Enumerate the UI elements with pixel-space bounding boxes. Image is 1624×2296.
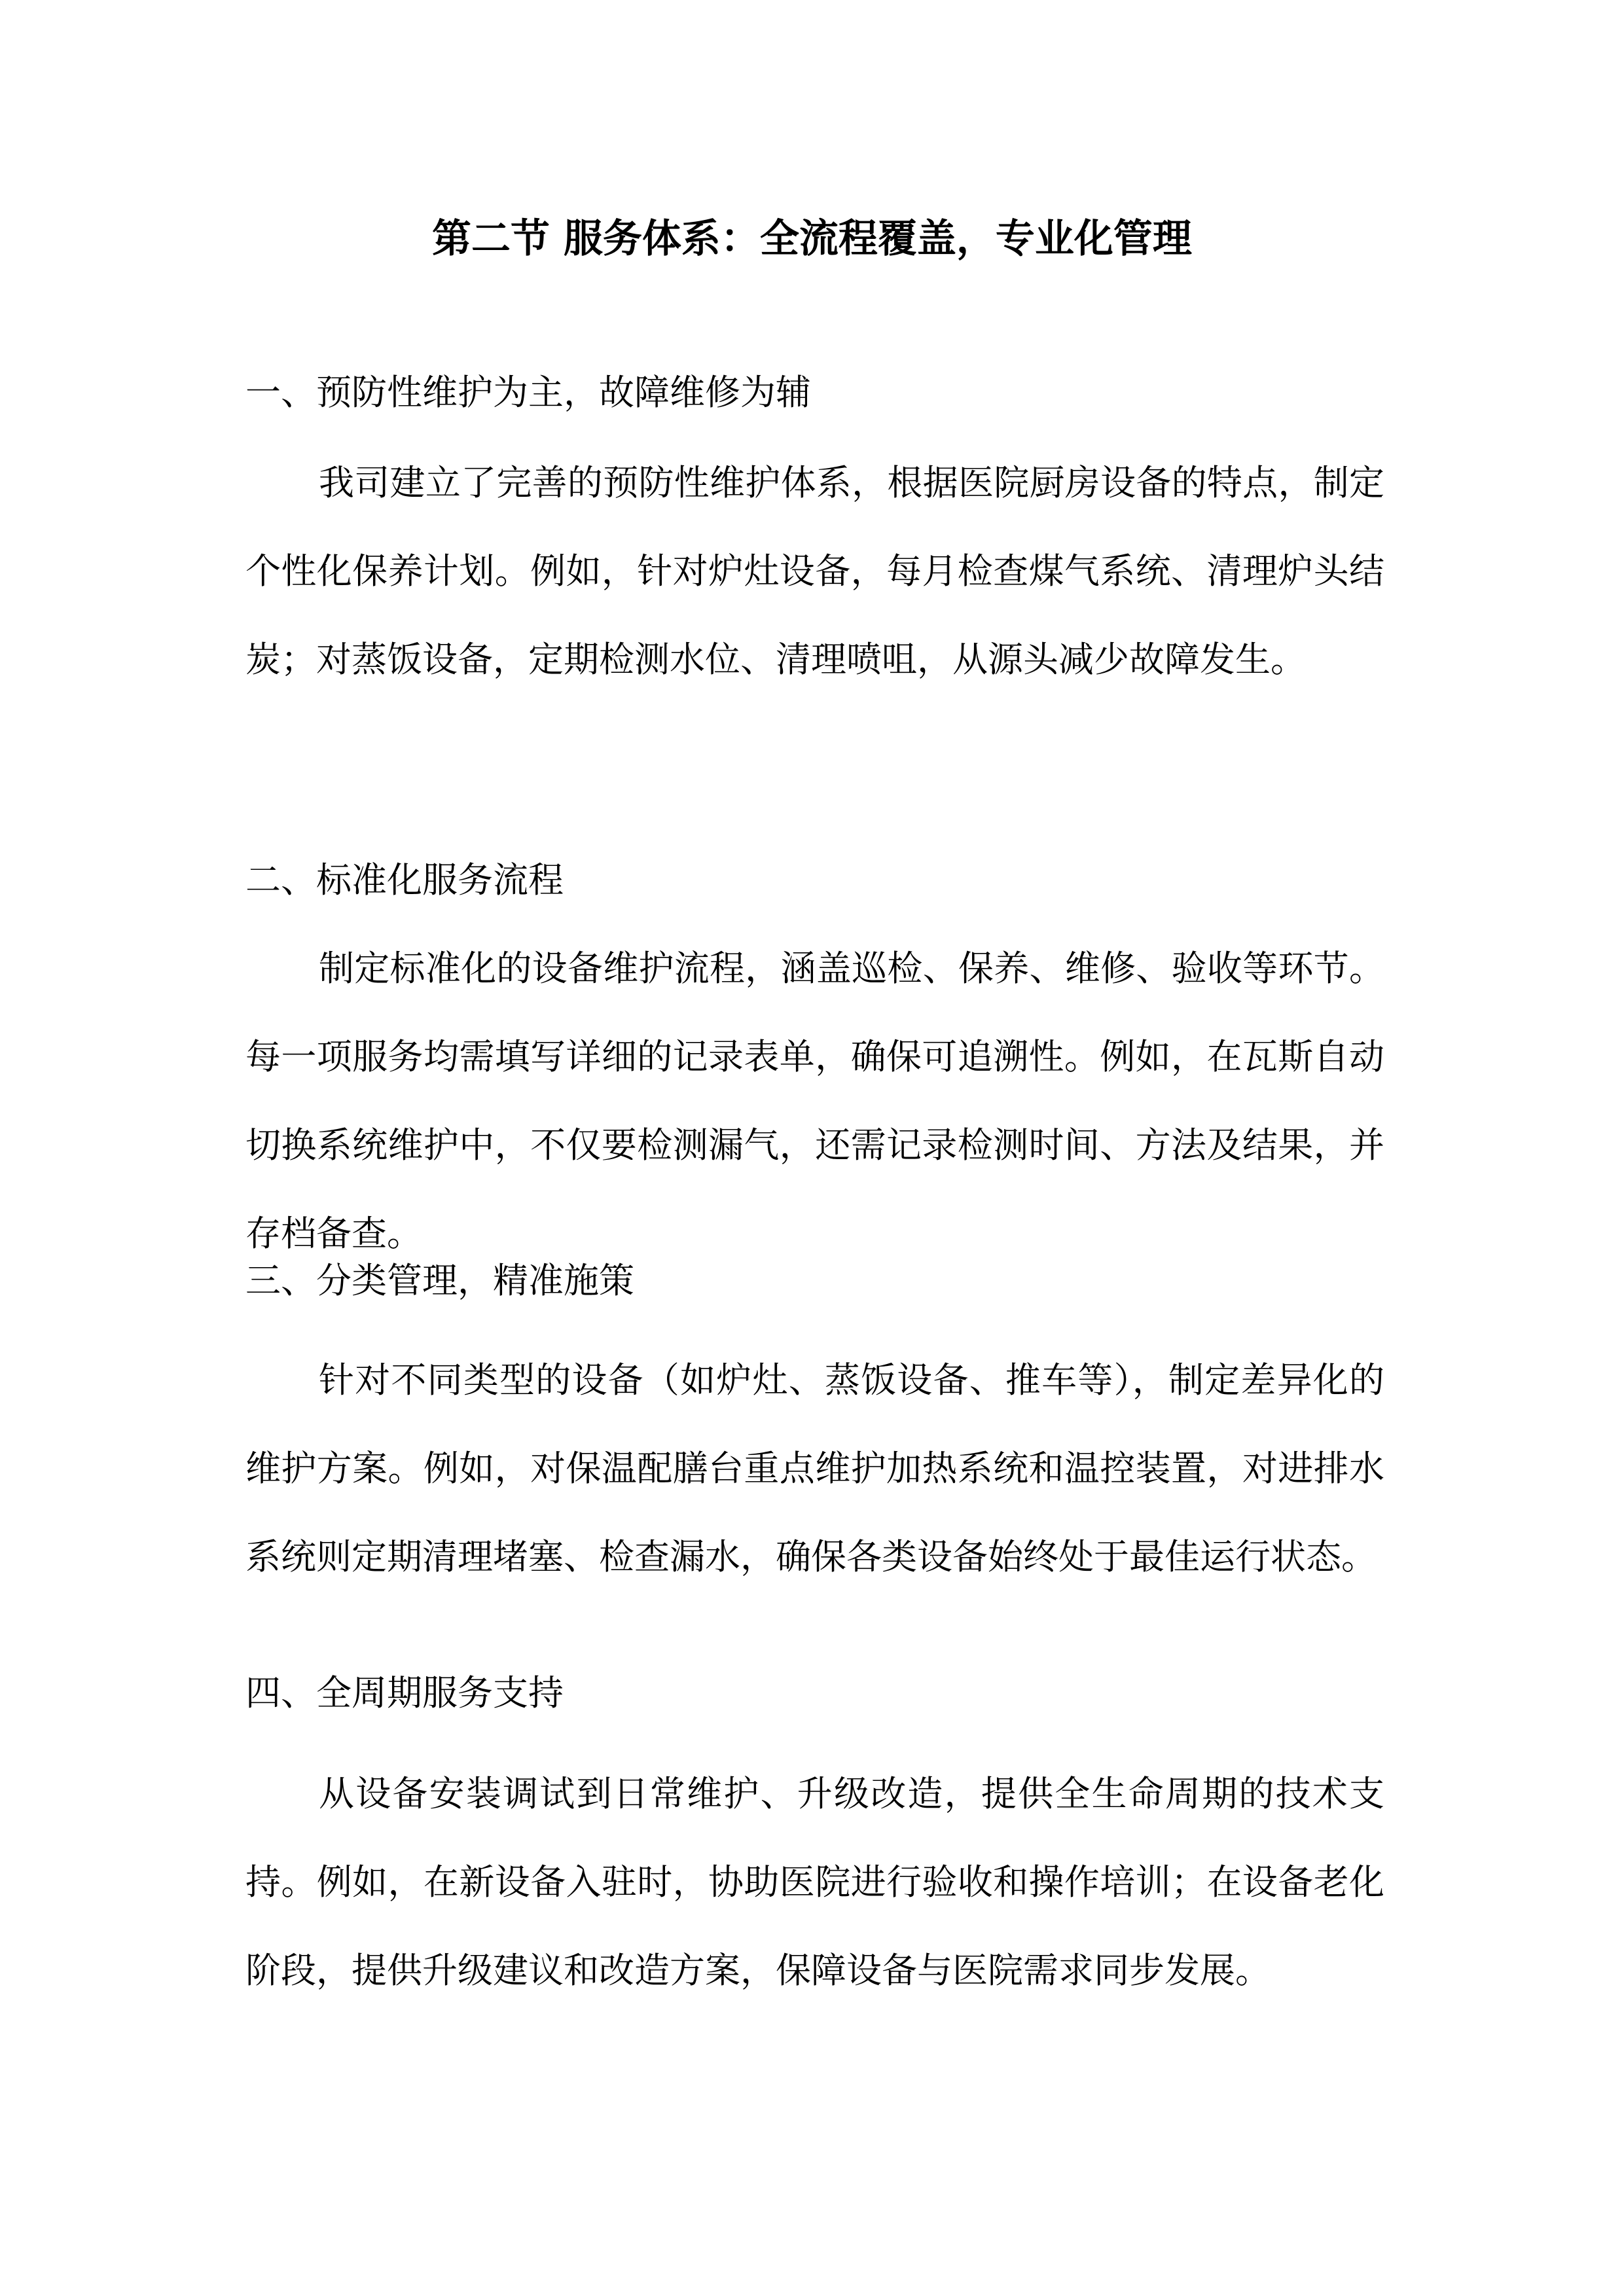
page-title: 第二节 服务体系：全流程覆盖，专业化管理 bbox=[432, 216, 1192, 262]
section-heading-4: 四、全周期服务支持 bbox=[245, 1672, 564, 1713]
section-heading-3: 三、分类管理，精准施策 bbox=[245, 1260, 634, 1301]
section-paragraph-1: 我司建立了完善的预防性维护体系，根据医院厨房设备的特点，制定个性化保养计划。例如，针对炉灶设备，每月检查煤气系统、清理炉头结炭；对蒸饭设备，定期检测水位、清理喷咀，从源头减少故障发生。 bbox=[245, 462, 1384, 680]
section-paragraph-2: 制定标准化的设备维护流程，涵盖巡检、保养、维修、验收等环节。每一项服务均需填写详细的记录表单，确保可追溯性。例如，在瓦斯自动切换系统维护中，不仅要检测漏气，还需记录检测时间、方法及结果，并存档备查。 bbox=[245, 948, 1384, 1254]
section-heading-2: 二、标准化服务流程 bbox=[245, 859, 564, 901]
section-heading-1: 一、预防性维护为主，故障维修为辅 bbox=[245, 372, 811, 413]
section-paragraph-3: 针对不同类型的设备（如炉灶、蒸饭设备、推车等），制定差异化的维护方案。例如，对保温配膳台重点维护加热系统和温控装置，对进排水系统则定期清理堵塞、检查漏水，确保各类设备始终处于最佳运行状态。 bbox=[245, 1359, 1384, 1577]
section-paragraph-4: 从设备安装调试到日常维护、升级改造，提供全生命周期的技术支持。例如，在新设备入驻时，协助医院进行验收和操作培训；在设备老化阶段，提供升级建议和改造方案，保障设备与医院需求同步发展。 bbox=[245, 1773, 1384, 1991]
